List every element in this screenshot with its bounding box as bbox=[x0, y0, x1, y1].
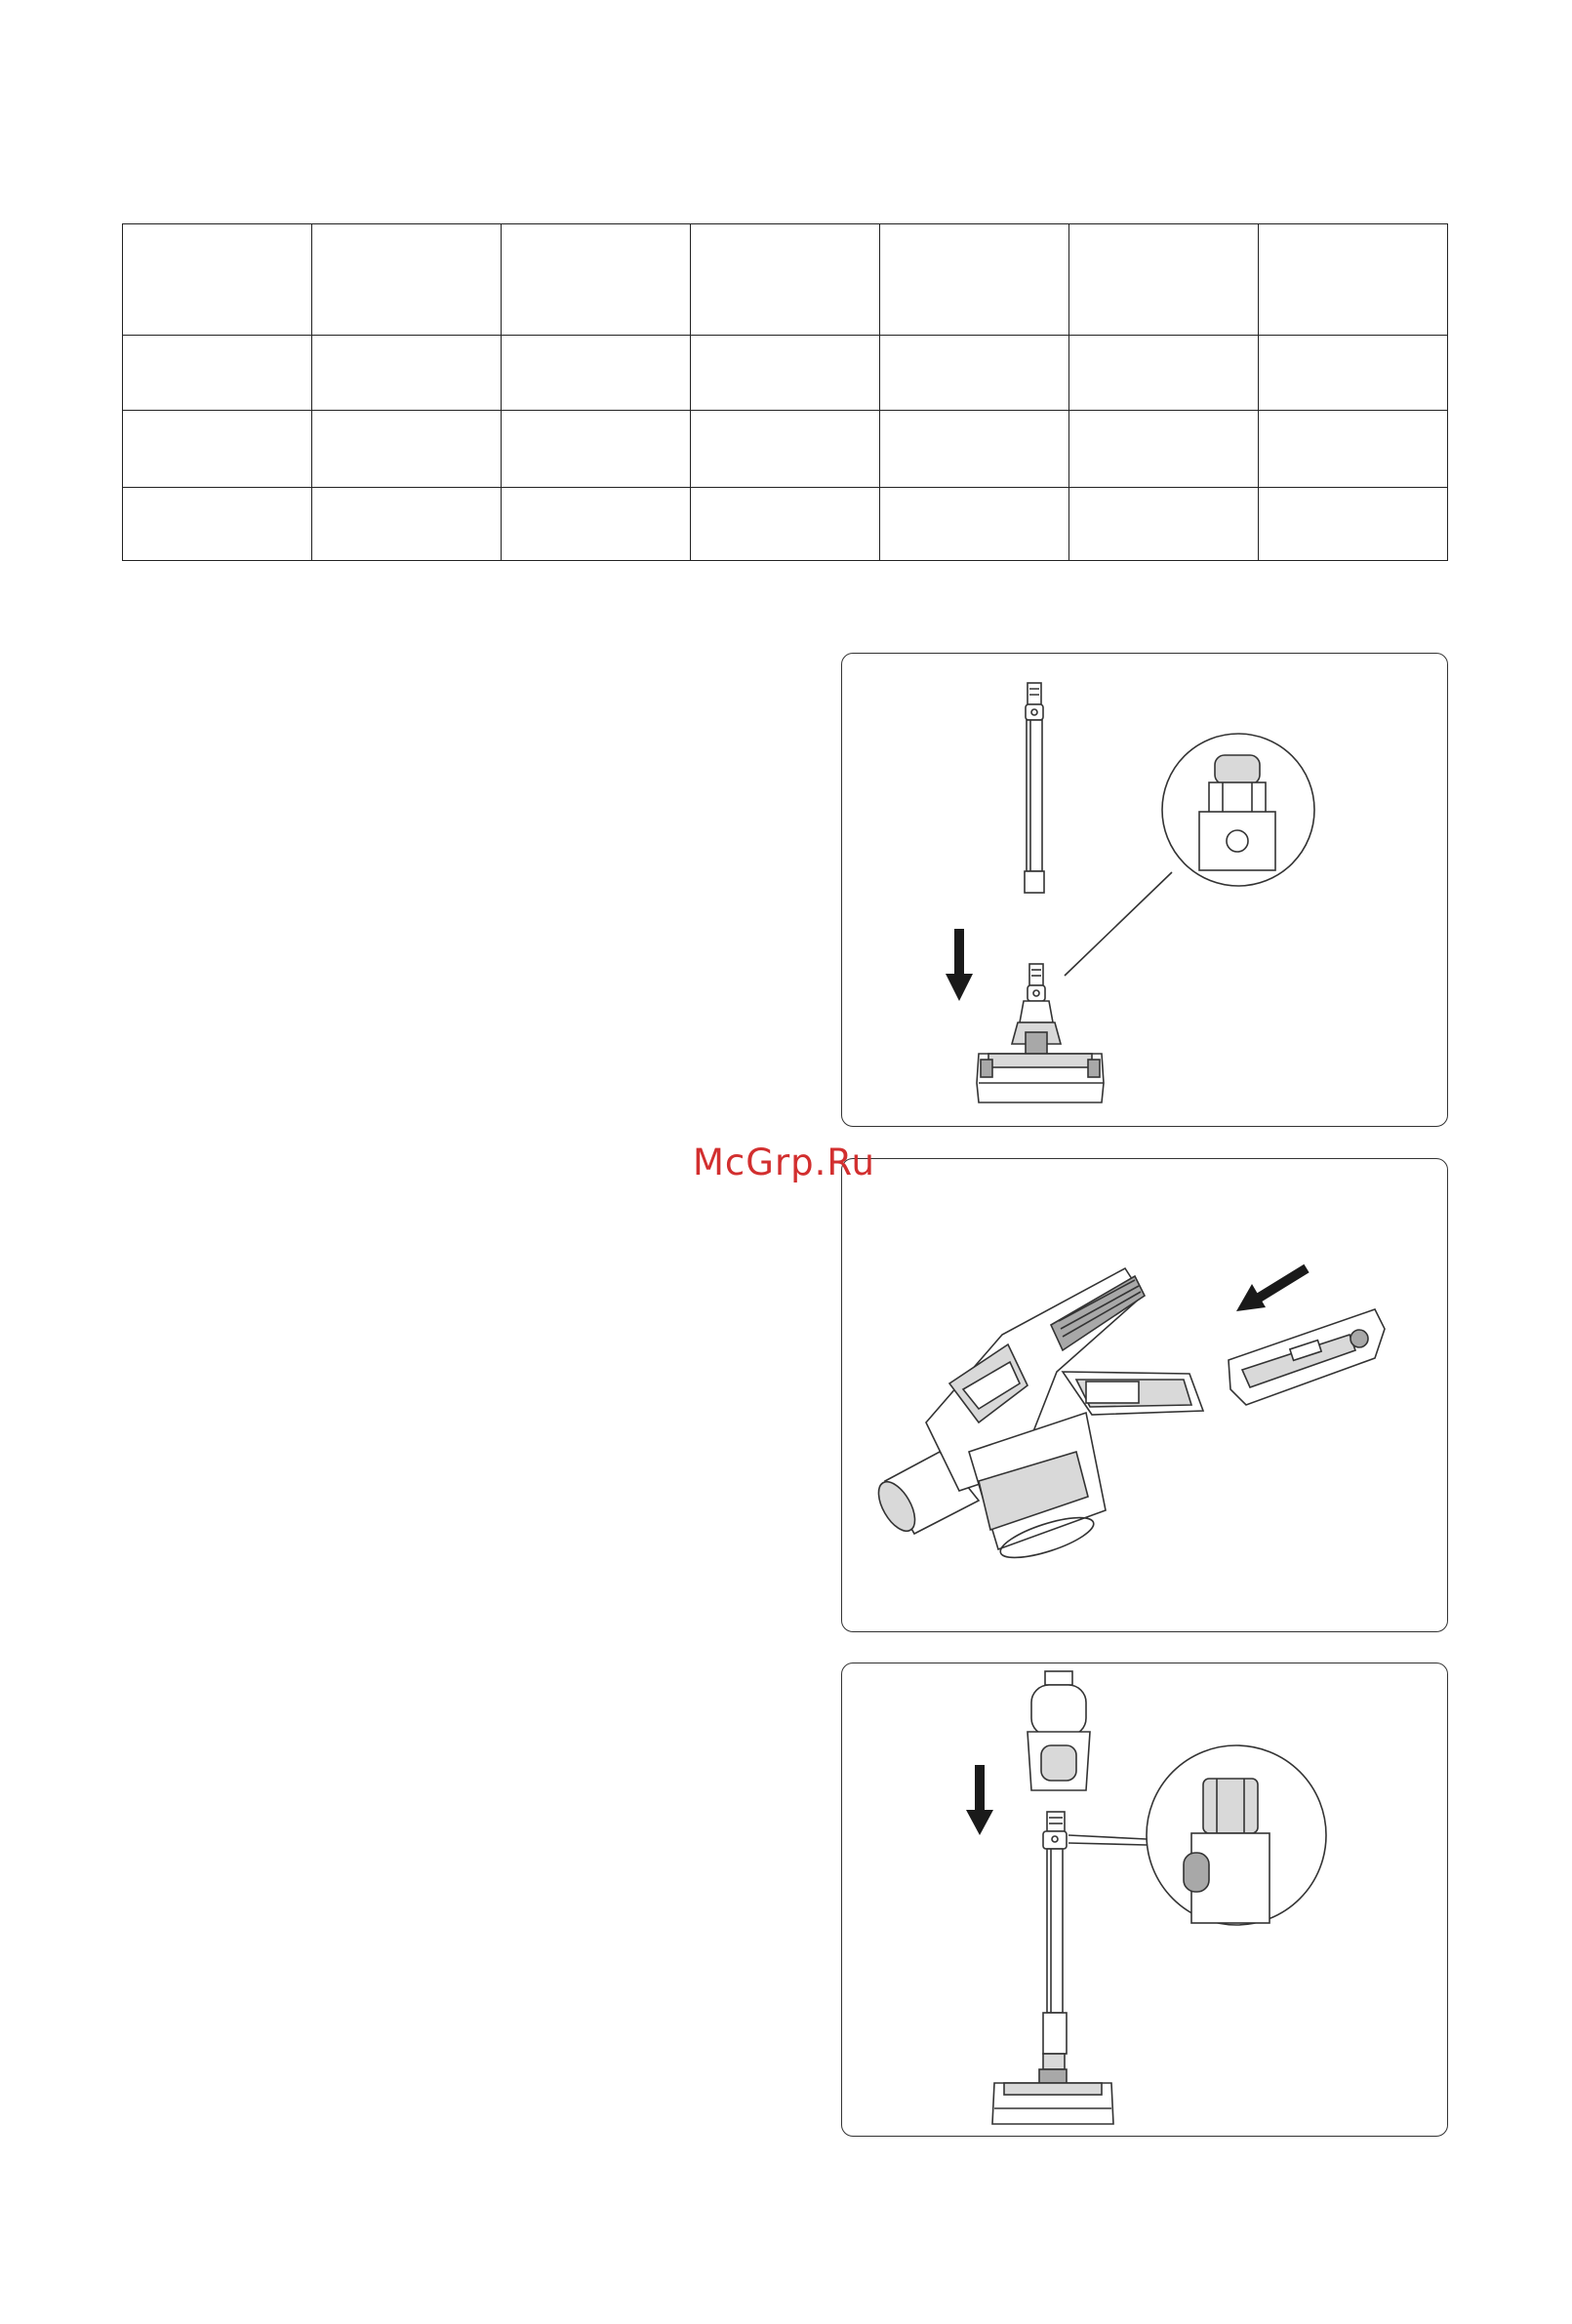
figure-attach-tube-to-brush bbox=[841, 653, 1448, 1127]
table-cell bbox=[691, 336, 880, 411]
table-cell bbox=[1069, 488, 1259, 561]
table-cell bbox=[123, 488, 312, 561]
table-cell bbox=[312, 411, 502, 488]
table-cell bbox=[502, 224, 691, 336]
table-cell bbox=[691, 411, 880, 488]
figure-attach-handheld-to-tube bbox=[841, 1663, 1448, 2137]
arrow-down-icon bbox=[966, 1765, 993, 1835]
table-cell bbox=[312, 488, 502, 561]
table-cell bbox=[880, 224, 1069, 336]
table-cell bbox=[123, 411, 312, 488]
table-cell bbox=[502, 336, 691, 411]
table-row bbox=[123, 336, 1448, 411]
table-row bbox=[123, 224, 1448, 336]
spec-table bbox=[122, 223, 1448, 561]
table-cell bbox=[1259, 488, 1448, 561]
assembled-vacuum-illustration bbox=[842, 1663, 1447, 2136]
table-cell bbox=[880, 336, 1069, 411]
table-cell bbox=[1259, 224, 1448, 336]
table-cell bbox=[123, 336, 312, 411]
table-cell bbox=[312, 336, 502, 411]
table-cell bbox=[502, 411, 691, 488]
tube-and-brush-illustration bbox=[842, 654, 1447, 1126]
table-row bbox=[123, 411, 1448, 488]
table-row bbox=[123, 488, 1448, 561]
table-cell bbox=[880, 411, 1069, 488]
table-cell bbox=[691, 488, 880, 561]
table-cell bbox=[1259, 411, 1448, 488]
watermark-text: McGrp.Ru bbox=[693, 1142, 875, 1183]
table-cell bbox=[880, 488, 1069, 561]
table-cell bbox=[691, 224, 880, 336]
handheld-and-battery-illustration bbox=[842, 1159, 1447, 1631]
arrow-diagonal-icon bbox=[1236, 1268, 1307, 1311]
table-cell bbox=[1259, 336, 1448, 411]
table-cell bbox=[502, 488, 691, 561]
arrow-down-icon bbox=[946, 929, 973, 1001]
table-cell bbox=[1069, 224, 1259, 336]
table-cell bbox=[312, 224, 502, 336]
table-cell bbox=[123, 224, 312, 336]
table-cell bbox=[1069, 411, 1259, 488]
table-cell bbox=[1069, 336, 1259, 411]
figure-insert-battery bbox=[841, 1158, 1448, 1632]
